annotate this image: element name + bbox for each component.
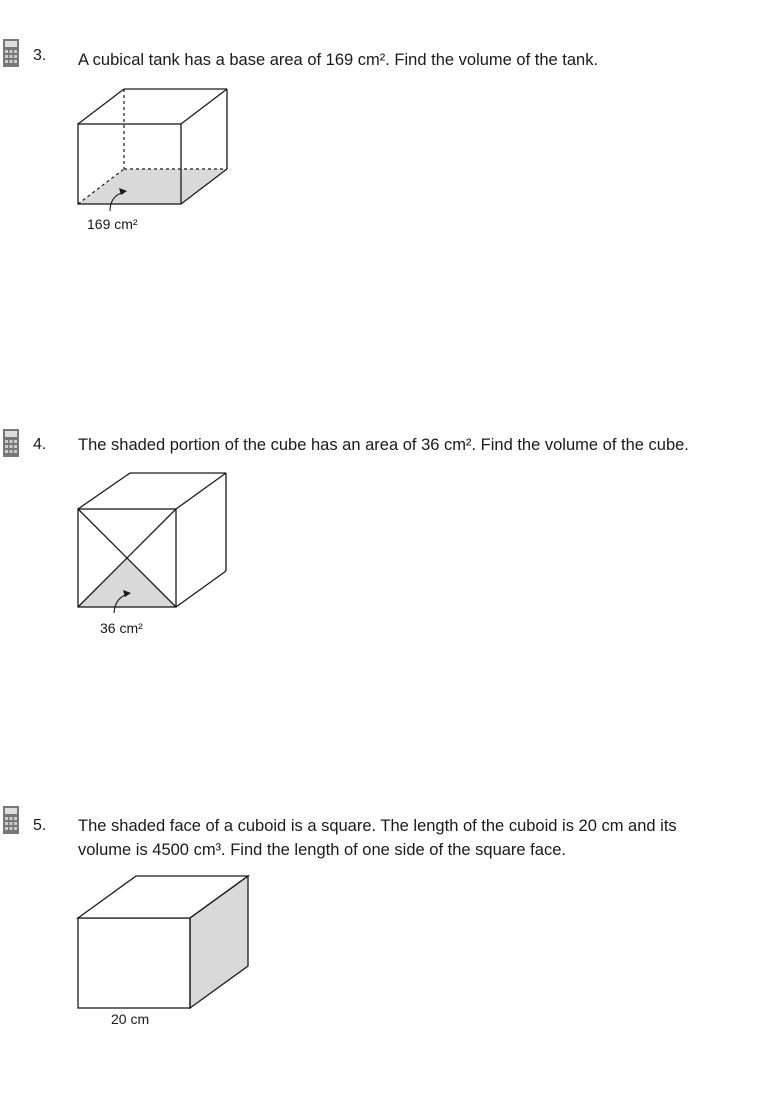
question-text-line-1: The shaded face of a cuboid is a square. The length of the cuboid is 20 cm and its xyxy=(78,817,677,835)
cuboid-figure xyxy=(72,872,257,1012)
question-number: 3. xyxy=(33,47,47,64)
question-number: 5. xyxy=(33,817,47,834)
figure-label: 36 cm² xyxy=(100,620,143,636)
figure-label: 169 cm² xyxy=(87,216,138,232)
cube-figure xyxy=(72,84,232,214)
question-text: The shaded portion of the cube has an area of 36 cm². Find the volume of the cube. xyxy=(78,436,689,454)
calculator-icon xyxy=(2,805,20,835)
calculator-icon xyxy=(2,428,20,458)
calculator-icon xyxy=(2,38,20,68)
question-text-line-2: volume is 4500 cm³. Find the length of one side of the square face. xyxy=(78,841,566,859)
figure-label: 20 cm xyxy=(111,1011,150,1027)
question-number: 4. xyxy=(33,436,47,453)
question-text: A cubical tank has a base area of 169 cm². Find the volume of the tank. xyxy=(78,51,599,69)
cube-figure xyxy=(72,468,232,613)
